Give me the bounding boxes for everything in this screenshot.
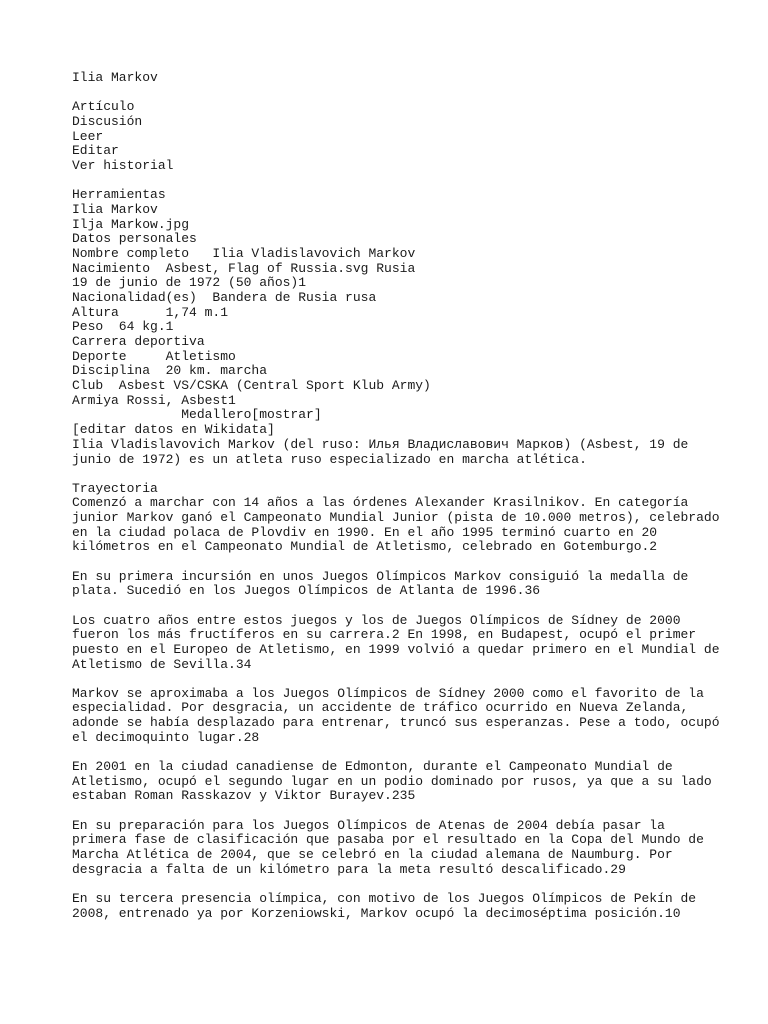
nav-link-leer[interactable]: Leer <box>72 128 104 144</box>
infobox-section-career: Carrera deportiva <box>72 334 205 349</box>
paragraph <box>72 570 702 599</box>
paragraph <box>72 495 720 555</box>
paragraph-line: Comenzó a marchar con 14 años a las órdenes Alexander Krasilnikov. En categoría <box>72 495 689 511</box>
medal-table-toggle[interactable]: Medallero[mostrar] <box>72 407 322 423</box>
infobox-club: Club Asbest VS/CSKA (Central Sport Klub Army) <box>72 378 431 394</box>
paragraph <box>72 819 702 878</box>
paragraph-line: Los cuatro años entre estos juegos y los de Juegos Olímpicos de Sídney de 2000 <box>72 612 681 628</box>
paragraph-line: estaban Roman Rasskazov y Viktor Burayev.235 <box>72 788 416 804</box>
paragraph <box>72 685 720 746</box>
infobox-birthplace: Nacimiento Asbest, Flag of Russia.svg Rusia <box>72 260 416 276</box>
infobox-club-cont: Armiya Rossi, Asbest1 <box>72 392 236 408</box>
paragraph-line: En su tercera presencia olímpica, con motivo de los Juegos Olímpicos de Pekín de <box>72 890 697 906</box>
tools-label[interactable]: Herramientas <box>72 187 166 203</box>
infobox-sport: Deporte Atletismo <box>72 348 236 364</box>
paragraph-line: En su primera incursión en unos Juegos Olímpicos Markov consiguió la medalla de <box>72 568 689 584</box>
document-page <box>72 70 720 921</box>
paragraph-line: especialidad. Por desgracia, un accidente de tráfico ocurrido en Nueva Zelanda, <box>72 700 689 716</box>
paragraph-line: adonde se había desplazado para entrenar, truncó sus esperanzas. Pese a todo, ocupó <box>72 715 720 731</box>
infobox-section-personal: Datos personales <box>72 231 197 247</box>
nav-links <box>72 100 702 173</box>
section-heading: Trayectoria <box>72 480 158 496</box>
paragraph-line: el decimoquinto lugar.28 <box>72 729 260 745</box>
nav-link-discusion[interactable]: Discusión <box>72 113 143 129</box>
paragraph-line: 2008, entrenado ya por Korzeniowski, Markov ocupó la decimoséptima posición.10 <box>72 905 681 921</box>
paragraph-line: junior Markov ganó el Campeonato Mundial Junior (pista de 10.000 metros), celebrado <box>72 510 720 526</box>
paragraph-line: Marcha Atlética de 2004, que se celebró en la ciudad alemana de Naumburg. Por <box>72 846 673 862</box>
paragraph-line: puesto en el Europeo de Atletismo, en 1999 volvió a quedar primero en el Mundial de <box>72 641 720 657</box>
paragraph-line: en la ciudad polaca de Plovdiv en 1990. En el año 1995 terminó cuarto en 20 <box>72 524 658 540</box>
infobox-image-name[interactable]: Ilja Markow.jpg <box>72 216 190 232</box>
infobox-discipline: Disciplina 20 km. marcha <box>72 363 268 379</box>
nav-link-articulo[interactable]: Artículo <box>72 99 135 115</box>
paragraph-line: primera fase de clasificación que pasaba por el resultado en la Copa del Mundo de <box>72 832 704 848</box>
infobox-nationality: Nacionalidad(es) Bandera de Rusia rusa <box>72 289 377 305</box>
page-title: Ilia Markov <box>72 70 158 85</box>
intro-line-1: Ilia Vladislavovich Markov (del ruso: Илья Владиславович Марков) (Asbest, 19 de <box>72 436 689 452</box>
paragraph <box>72 759 712 804</box>
intro-line-2: junio de 1972) es un atleta ruso especializado en marcha atlética. <box>72 451 587 467</box>
paragraph-line: Atletismo, ocupó el segundo lugar en un podio dominado por rusos, ya que a su lado <box>72 773 712 789</box>
paragraph-line: En 2001 en la ciudad canadiense de Edmonton, durante el Campeonato Mundial de <box>72 759 673 774</box>
paragraph <box>72 892 702 921</box>
infobox-birthdate: 19 de junio de 1972 (50 años)1 <box>72 275 307 291</box>
infobox-title: Ilia Markov <box>72 201 158 217</box>
infobox-fullname: Nombre completo Ilia Vladislavovich Markov <box>72 245 416 261</box>
paragraph <box>72 612 720 673</box>
infobox-height: Altura 1,74 m.1 <box>72 304 229 320</box>
paragraph-line: desgracia a falta de un kilómetro para la meta resultó descalificado.29 <box>72 861 626 877</box>
nav-link-historial[interactable]: Ver historial <box>72 157 174 173</box>
paragraph-line: plata. Sucedió en los Juegos Olímpicos de Atlanta de 1996.36 <box>72 583 541 599</box>
paragraph-line: fueron los más fructíferos en su carrera.2 En 1998, en Budapest, ocupó el primer <box>72 627 697 643</box>
paragraph-line: En su preparación para los Juegos Olímpicos de Atenas de 2004 debía pasar la <box>72 817 665 833</box>
paragraph-line: Markov se aproximaba a los Juegos Olímpicos de Sídney 2000 como el favorito de la <box>72 685 704 701</box>
paragraph-line: kilómetros en el Campeonato Mundial de Atletismo, celebrado en Gotemburgo.2 <box>72 539 658 555</box>
edit-wikidata-link[interactable]: [editar datos en Wikidata] <box>72 422 275 438</box>
infobox-weight: Peso 64 kg.1 <box>72 319 174 335</box>
infobox <box>72 188 702 467</box>
paragraph-line: Atletismo de Sevilla.34 <box>72 656 252 672</box>
nav-link-editar[interactable]: Editar <box>72 143 119 159</box>
